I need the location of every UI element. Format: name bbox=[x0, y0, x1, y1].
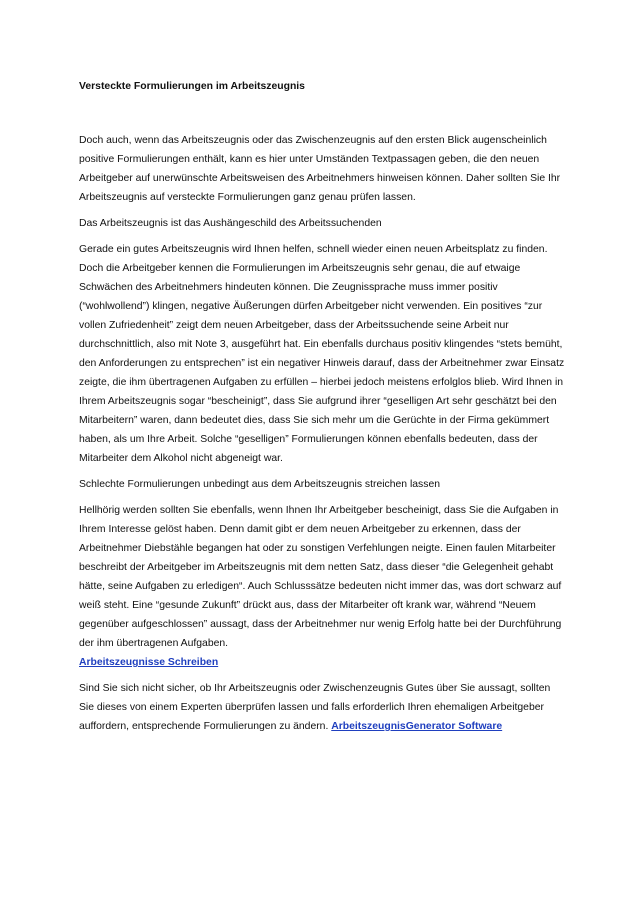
final-paragraph-text: Sind Sie sich nicht sicher, ob Ihr Arbeitszeugnis oder Zwischenzeugnis Gutes über Sie aussagt, sollten Sie dieses von einem Experten überprüfen lassen und falls erforderlich Ihren ehemaligen Arbeitgeber auffordern, entsprechende Formulierungen zu ändern. bbox=[79, 683, 551, 732]
final-paragraph bbox=[79, 679, 565, 736]
arbeitszeugnis-generator-link[interactable]: ArbeitszeugnisGenerator Software bbox=[331, 721, 503, 732]
document-body bbox=[79, 131, 565, 743]
section-heading-aushaengeschild: Das Arbeitszeugnis ist das Aushängeschild des Arbeitssuchenden bbox=[79, 218, 382, 229]
section-paragraph-schlechte-formulierungen bbox=[79, 501, 565, 672]
arbeitszeugnisse-schreiben-link[interactable]: Arbeitszeugnisse Schreiben bbox=[79, 657, 219, 668]
section-paragraph-aushaengeschild: Gerade ein gutes Arbeitszeugnis wird Ihnen helfen, schnell wieder einen neuen Arbeitsplatz zu finden. Doch die Arbeitgeber kennen die Formulierungen im Arbeitszeugnis sehr genau, die auf etwaige Schwächen des Arbeitnehmers hindeuten können. Die Zeugnissprache muss immer positiv (“wohlwollend”) klingen, negative Äußerungen dürfen Arbeitgeber nicht verwenden. Ein positives “zur vollen Zufriedenheit” zeigt dem neuen Arbeitgeber, dass der Arbeitssuchende seine Arbeit nur durchschnittlich, also mit Note 3, ausgeführt hat. Ein ebenfalls durchaus positiv klingendes “stets bemüht, den Anforderungen zu entsprechen” ist ein negativer Hinweis darauf, dass der Arbeitnehmer zwar Einsatz zeigte, die ihm übertragenen Aufgaben zu erfüllen – hierbei jedoch meistens erfolglos blieb. Wird Ihnen in Ihrem Arbeitszeugnis sogar “bescheinigt”, dass Sie aufgrund ihrer “geselligen Art sehr geschätzt bei den Mitarbeitern” waren, dann bedeutet dies, dass Sie sich mehr um die Gerüchte in der Firma gekümmert haben, als um Ihre Arbeit. Solche “geselligen” Formulierungen können ebenfalls bedeuten, dass der Mitarbeiter dem Alkohol nicht abgeneigt war. bbox=[79, 244, 565, 464]
section-heading-schlechte-formulierungen: Schlechte Formulierungen unbedingt aus dem Arbeitszeugnis streichen lassen bbox=[79, 479, 440, 490]
document-title: Versteckte Formulierungen im Arbeitszeugnis bbox=[79, 81, 305, 92]
intro-paragraph: Doch auch, wenn das Arbeitszeugnis oder das Zwischenzeugnis auf den ersten Blick augenscheinlich positive Formulierungen enthält, kann es hier unter Umständen Textpassagen geben, die den neuen Arbeitgeber auf unerwünschte Arbeitsweisen des Arbeitnehmers hinweisen können. Daher sollten Sie Ihr Arbeitszeugnis auf versteckte Formulierungen ganz genau prüfen lassen. bbox=[79, 135, 561, 203]
section-paragraph-text: Hellhörig werden sollten Sie ebenfalls, wenn Ihnen Ihr Arbeitgeber bescheinigt, dass Sie die Aufgaben in Ihrem Interesse gelöst haben. Denn damit gibt er dem neuen Arbeitgeber zu erkennen, dass der Arbeitnehmer Diebstähle begangen hat oder zu sonstigen Verfehlungen neigte. Einen faulen Mitarbeiter beschreibt der Arbeitgeber im Arbeitszeugnis mit dem netten Satz, dass dieser “die Gelegenheit gehabt hätte, seine Aufgaben zu erledigen“. Auch Schlusssätze bedeuten nicht immer das, was dort schwarz auf weiß steht. Eine “gesunde Zukunft” drückt aus, dass der Mitarbeiter oft krank war, während “Neuem gegenüber aufgeschlossen” aussagt, dass der Arbeitnehmer nur wenig Erfolg hatte bei der Durchführung der ihm übertragenen Aufgaben. bbox=[79, 505, 562, 649]
